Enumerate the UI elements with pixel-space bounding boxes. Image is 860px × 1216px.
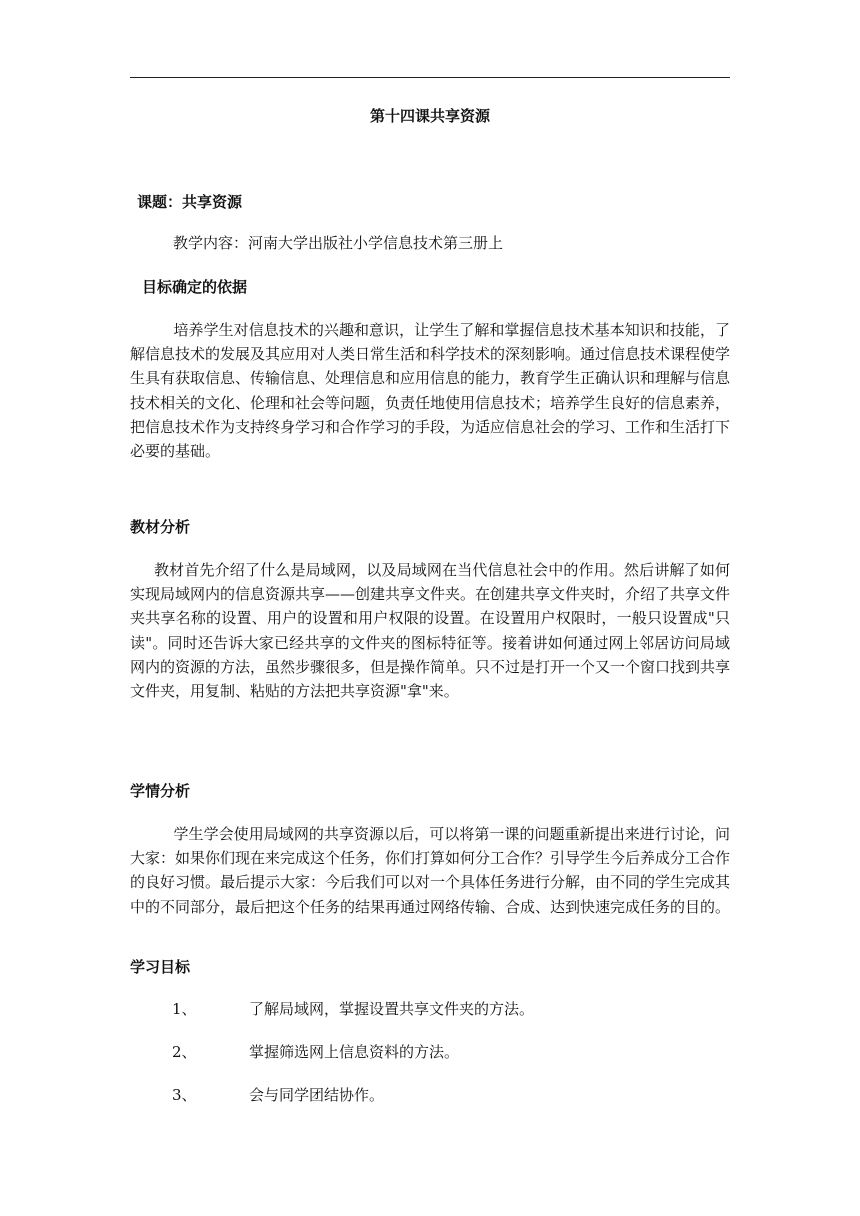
- basis-heading: 目标确定的依据: [142, 278, 248, 296]
- objective-text: 会与同学团结协作。: [249, 1086, 385, 1104]
- basis-paragraph: 培养学生对信息技术的兴趣和意识，让学生了解和掌握信息技术基本知识和技能，了解信息技术的发展及其应用对人类日常生活和科学技术的深刻影响。通过信息技术课程使学生具有获取信息、传输信息、处理信息和应用信息的能力，教育学生正确认识和理解与信息技术相关的文化、伦理和社会等问题，负责任地使用信息技术；培养学生良好的信息素养，把信息技术作为支持终身学习和合作学习的手段，为适应信息社会的学习、工作和生活打下必要的基础。: [130, 321, 731, 461]
- top-rule: [130, 77, 730, 78]
- objective-text: 了解局域网，掌握设置共享文件夹的方法。: [249, 1000, 535, 1018]
- student-analysis-paragraph: 学生学会使用局域网的共享资源以后，可以将第一课的问题重新提出来进行讨论，问大家：如果你们现在来完成这个任务，你们打算如何分工合作？引导学生今后养成分工合作的良好习惯。最后提示大家：今后我们可以对一个具体任务进行分解，由不同的学生完成其中的不同部分，最后把这个任务的结果再通过网络传输、合成、达到快速完成任务的目的。: [130, 825, 731, 916]
- document-title: 第十四课共享资源: [369, 107, 490, 125]
- objectives-heading: 学习目标: [130, 958, 191, 976]
- material-analysis-heading: 教材分析: [130, 518, 191, 536]
- student-analysis-heading: 学情分析: [130, 782, 191, 800]
- objective-number: 3、: [172, 1086, 197, 1104]
- objective-number: 2、: [172, 1043, 197, 1061]
- material-analysis-paragraph: 教材首先介绍了什么是局域网，以及局域网在当代信息社会中的作用。然后讲解了如何实现局域网内的信息资源共享——创建共享文件夹。在创建共享文件夹时，介绍了共享文件夹共享名称的设置、用户的设置和用户权限的设置。在设置用户权限时，一般只设置成"只读"。同时还告诉大家已经共享的文件夹的图标特征等。接着讲如何通过网上邻居访问局域网内的资源的方法，虽然步骤很多，但是操作简单。只不过是打开一个又一个窗口找到共享文件夹，用复制、粘贴的方法把共享资源"拿"来。: [130, 561, 731, 701]
- topic-heading: 课题：共享资源: [137, 193, 243, 211]
- objective-text: 掌握筛选网上信息资料的方法。: [249, 1043, 460, 1061]
- objective-number: 1、: [172, 1000, 197, 1018]
- teaching-content: 教学内容：河南大学出版社小学信息技术第三册上: [173, 234, 504, 252]
